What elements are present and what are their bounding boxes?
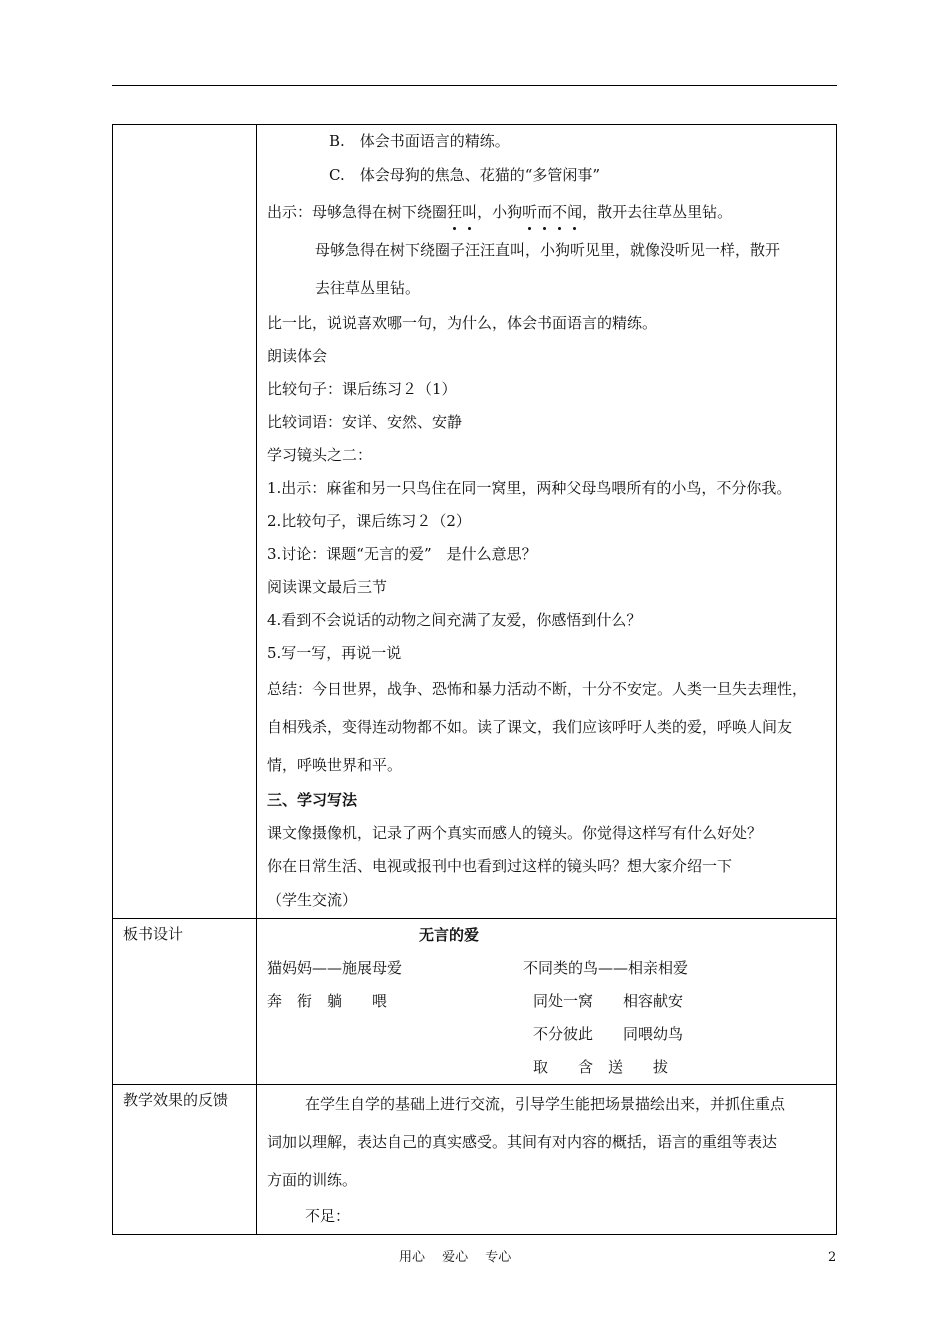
content-line: 去往草丛里钻。: [315, 279, 421, 297]
shown-prefix: 出示：: [267, 203, 313, 221]
teaching-content-cell: [257, 125, 837, 919]
emphasis-char: 听: [522, 193, 537, 231]
content-line: B. 体会书面语言的精练。: [329, 132, 510, 150]
board-words-row: [267, 1051, 828, 1084]
board-words-row: [267, 1018, 828, 1051]
lesson-plan-table: [112, 124, 837, 1235]
content-line: 1.出示：麻雀和另一只鸟住在同一窝里，两种父母鸟喂所有的小鸟，不分你我。: [267, 479, 792, 497]
feedback-line: 方面的训练。: [267, 1171, 358, 1189]
content-line: C. 体会母狗的焦急、花猫的“多管闲事”: [329, 166, 601, 184]
content-line: 学习镜头之二：: [267, 446, 373, 464]
board-label: 板书设计: [123, 925, 184, 943]
board-left-words: 奔 衔 躺 喂: [267, 992, 388, 1010]
content-line: 2.比较句子，课后练习２（2）: [267, 512, 471, 530]
emphasis-char: 闻: [567, 193, 582, 231]
feedback-content-cell: [257, 1085, 837, 1235]
emphasis-char: 叫: [462, 193, 477, 231]
content-line: 你在日常生活、电视或报刊中也看到过这样的镜头吗？想大家介绍一下: [267, 857, 733, 875]
emphasis-char: 狂: [447, 193, 462, 231]
emphasis-char: 不: [552, 193, 567, 231]
feedback-row: [113, 1085, 837, 1235]
feedback-line: 不足：: [305, 1207, 351, 1225]
shown-part: 母够急得在树下绕圈: [312, 203, 448, 221]
content-line: 4.看到不会说话的动物之间充满了友爱，你感悟到什么？: [267, 611, 642, 629]
board-title: 无言的爱: [419, 926, 480, 944]
header-rule: [112, 85, 837, 86]
board-content: [257, 919, 836, 1084]
feedback-label-cell: [113, 1085, 257, 1235]
content-line: 阅读课文最后三节: [267, 578, 388, 596]
content-line: 比较句子：课后练习２（1）: [267, 380, 457, 398]
feedback-line: 词加以理解，表达自己的真实感受。其间有对内容的概括，语言的重组等表达: [267, 1133, 778, 1151]
board-label-cell: [113, 919, 257, 1085]
board-design-row: [113, 919, 837, 1085]
content-line: 总结：今日世界，战争、恐怖和暴力活动不断，十分不安定。人类一旦失去理性，: [267, 680, 808, 698]
section-heading: 三、学习写法: [267, 791, 358, 809]
board-words-row: [267, 985, 828, 1018]
teaching-content: [257, 125, 836, 918]
content-line: 比较词语：安详、安然、安静: [267, 413, 463, 431]
board-right-line: 不分彼此 同喂幼鸟: [533, 1025, 684, 1043]
content-line: 母够急得在树下绕圈子汪汪直叫，小狗听见里，就像没听见一样，散开: [315, 241, 781, 259]
board-headings: [267, 952, 828, 985]
board-right-line: 同处一窝 相容献安: [533, 992, 684, 1010]
board-right-heading: 不同类的鸟——相亲相爱: [523, 959, 689, 977]
feedback-label: 教学效果的反馈: [123, 1091, 229, 1109]
feedback-content: [257, 1085, 836, 1234]
feedback-line: 在学生自学的基础上进行交流，引导学生能把场景描绘出来，并抓住重点: [305, 1095, 786, 1113]
content-line: 课文像摄像机，记录了两个真实而感人的镜头。你觉得这样写有什么好处？: [267, 824, 763, 842]
shown-part: ，散开去往草丛里钻。: [582, 203, 733, 221]
row-label-empty: [113, 125, 257, 919]
footer-motto: 用心 爱心 专心: [399, 1250, 512, 1265]
content-line: 情，呼唤世界和平。: [267, 756, 403, 774]
shown-sentence: [267, 193, 828, 231]
shown-part: ，小狗: [477, 203, 523, 221]
board-left-heading: 猫妈妈——施展母爱: [267, 959, 403, 977]
content-line: 朗读体会: [267, 347, 328, 365]
content-line: 3.讨论：课题“无言的爱” 是什么意思？: [267, 545, 537, 563]
teaching-process-row: [113, 125, 837, 919]
page-number: 2: [828, 1250, 837, 1265]
content-line: 自相残杀，变得连动物都不如。读了课文，我们应该呼吁人类的爱，呼唤人间友: [267, 718, 793, 736]
content-line: （学生交流）: [267, 891, 358, 909]
board-right-line: 取 含 送 拔: [533, 1058, 669, 1076]
board-content-cell: [257, 919, 837, 1085]
emphasis-char: 而: [537, 193, 552, 231]
content-line: 比一比，说说喜欢哪一句，为什么，体会书面语言的精练。: [267, 314, 658, 332]
content-line: 5.写一写，再说一说: [267, 644, 402, 662]
